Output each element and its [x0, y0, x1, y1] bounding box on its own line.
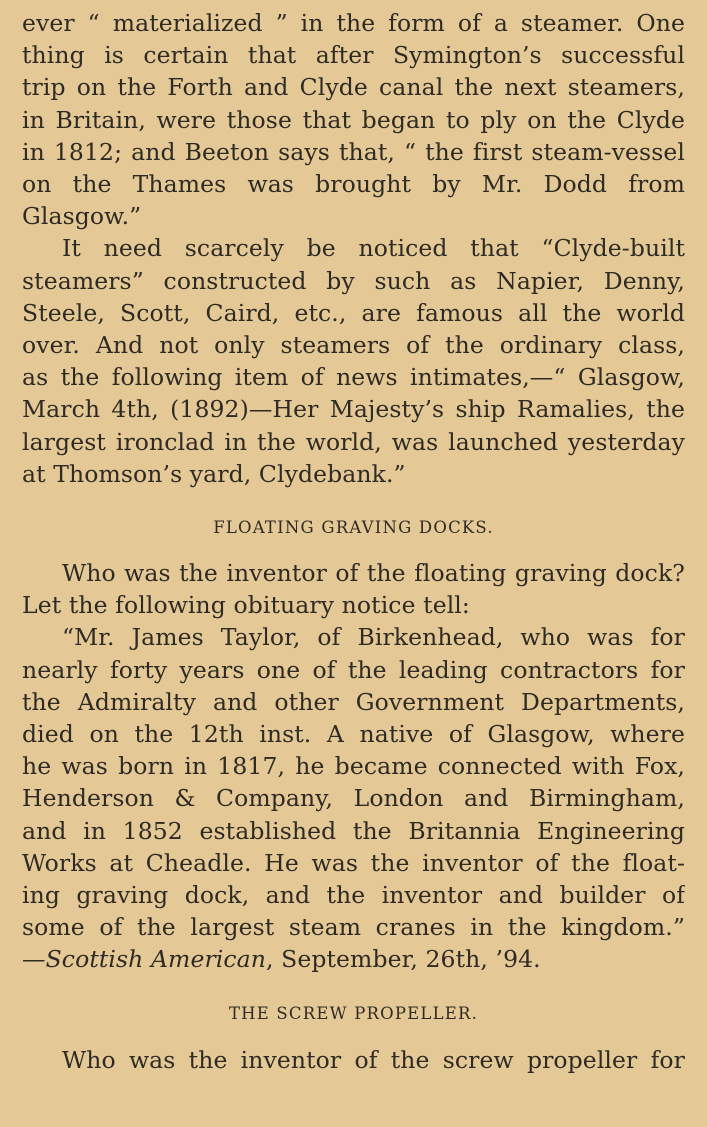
citation-date: , September, 26th, ’94.: [266, 945, 541, 974]
text-line: trip on the Forth and Clyde canal the next steamers,: [22, 73, 685, 102]
text-line: on the Thames was brought by Mr. Dodd from: [22, 170, 685, 199]
text-line: nearly forty years one of the leading contractors for: [22, 655, 685, 684]
text-line: Who was the inventor of the floating graving dock?: [62, 559, 685, 588]
text-line: he was born in 1817, he became connected with Fox,: [22, 752, 685, 781]
text-line: Steele, Scott, Caird, etc., are famous all the world: [22, 298, 685, 327]
text-line: Let the following obituary notice tell:: [22, 591, 470, 620]
text-line: It need scarcely be noticed that “Clyde-built: [62, 234, 685, 263]
section-heading-floating-docks: FLOATING GRAVING DOCKS.: [213, 518, 494, 538]
text-line: in 1812; and Beeton says that, “ the first steam-vessel: [22, 137, 685, 166]
citation-source: Scottish American: [45, 945, 267, 974]
section-heading-screw-propeller: THE SCREW PROPELLER.: [228, 1003, 479, 1023]
text-line: over. And not only steamers of the ordinary class,: [22, 331, 685, 360]
paragraph-obituary-quote: [22, 621, 685, 975]
text-line: “Mr. James Taylor, of Birkenhead, who was for: [62, 623, 685, 652]
text-line: Henderson & Company, London and Birmingham,: [22, 784, 685, 813]
text-line: ever “ materialized ” in the form of a steamer. One: [22, 9, 685, 37]
paragraph-steamers-britain: [22, 7, 685, 232]
citation-dash: —: [22, 945, 46, 974]
text-line: as the following item of news intimates,—“ Glasgow,: [22, 363, 685, 392]
book-page: [0, 7, 707, 1127]
text-line: Glasgow.”: [22, 202, 142, 231]
text-line: Who was the inventor of the screw propeller for: [62, 1045, 685, 1074]
text-line: and in 1852 established the Britannia Engineering: [22, 816, 685, 845]
paragraph-screw-propeller: [22, 1044, 685, 1076]
text-line: steamers” constructed by such as Napier, Denny,: [22, 266, 685, 295]
text-line: the Admiralty and other Government Departments,: [22, 687, 685, 716]
text-line: ing graving dock, and the inventor and builder of: [22, 881, 685, 910]
paragraph-clyde-built: [22, 232, 685, 490]
text-line: at Thomson’s yard, Clydebank.”: [22, 459, 406, 488]
text-line: thing is certain that after Symington’s successful: [22, 41, 685, 70]
citation-line: [22, 943, 685, 975]
text-line: died on the 12th inst. A native of Glasgow, where: [22, 720, 685, 749]
text-line: March 4th, (1892)—Her Majesty’s ship Ramalies, the: [22, 395, 685, 424]
text-line: in Britain, were those that began to ply on the Clyde: [22, 105, 685, 134]
text-line: some of the largest steam cranes in the kingdom.”: [22, 913, 685, 942]
paragraph-floating-dock-question: [22, 557, 685, 621]
text-line: Works at Cheadle. He was the inventor of the float-: [22, 848, 685, 877]
text-line: largest ironclad in the world, was launched yesterday: [22, 427, 685, 456]
